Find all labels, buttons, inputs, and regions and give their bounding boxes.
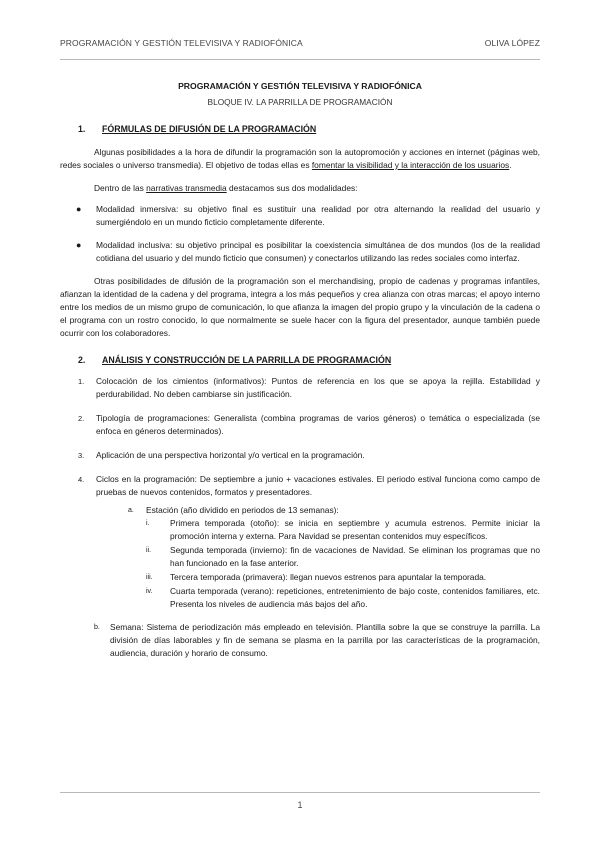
construction-steps-list bbox=[60, 375, 540, 660]
sub-item-text: Semana: Sistema de periodización más empleado en televisión. Plantilla sobre la que se construye la parrilla. La división de días laborables y fin de semana se plasma en la parrilla por las características de la programación, audiencia, duración y horario de consumo. bbox=[110, 622, 540, 658]
section-1-paragraph-3: Otras posibilidades de difusión de la programación son el merchandising, propio de cadenas y programas infantiles, afianzan la identidad de la cadena y del programa, integra a los más pequeños y crea alianza con otras marcas; el apoyo interno entre los medios de un mismo grupo de comunicación, lo que afianza la imagen del propio grupo y la vinculación de la cadena o el programa con un rostro conocido, lo que normalmente se suele hacer con la figura del presentador, aunque también puede ocurrir con los colaboradores. bbox=[60, 276, 540, 338]
sub-item-text: Estación (año dividido en periodos de 13 semanas): bbox=[146, 505, 339, 515]
section-1-title: FÓRMULAS DE DIFUSIÓN DE LA PROGRAMACIÓN bbox=[102, 124, 317, 134]
bullet-icon: ● bbox=[76, 204, 82, 214]
list-item bbox=[60, 375, 540, 401]
paragraph-text: Dentro de las bbox=[94, 183, 147, 193]
document-subtitle: BLOQUE IV. LA PARRILLA DE PROGRAMACIÓN bbox=[207, 97, 393, 107]
list-item-text: Segunda temporada (invierno): fin de vacaciones de Navidad. Se eliminan los programas que no han funcionado en la fase anterior. bbox=[170, 545, 540, 568]
modalities-list bbox=[60, 203, 540, 265]
paragraph-text: Algunas posibilidades a la hora de difundir la programación son la autopromoción y acciones en internet (páginas web, redes sociales o universo transmedia). El objetivo de todas ellas es bbox=[60, 147, 540, 170]
roman-numeral: i. bbox=[146, 520, 150, 527]
item-number: 1. bbox=[78, 377, 85, 386]
header-divider bbox=[60, 59, 540, 60]
list-item bbox=[60, 239, 540, 265]
list-item-text: Cuarta temporada (verano): repeticiones, entretenimiento de bajo coste, contenidos familiares, etc. Presenta los niveles de audiencia más bajos del año. bbox=[170, 586, 540, 609]
section-2-title: ANÁLISIS Y CONSTRUCCIÓN DE LA PARRILLA DE PROGRAMACIÓN bbox=[102, 355, 392, 365]
list-item bbox=[60, 203, 540, 229]
document-title: PROGRAMACIÓN Y GESTIÓN TELEVISIVA Y RADIOFÓNICA bbox=[178, 81, 422, 91]
list-item-text: Aplicación de una perspectiva horizontal y/o vertical en la programación. bbox=[96, 450, 365, 460]
underlined-phrase: fomentar la visibilidad y la interacción de los usuarios bbox=[311, 160, 510, 170]
list-item bbox=[60, 585, 540, 611]
section-2-heading bbox=[60, 354, 540, 367]
sub-item-letter: b. bbox=[94, 624, 100, 631]
running-header bbox=[60, 38, 540, 60]
roman-numeral: ii. bbox=[146, 547, 152, 554]
paragraph-text: destacamos sus dos modalidades: bbox=[226, 183, 358, 193]
header-author: OLIVA LÓPEZ bbox=[484, 38, 540, 48]
section-2-number: 2. bbox=[78, 355, 86, 365]
item-number: 2. bbox=[78, 414, 85, 423]
list-item-text: Modalidad inclusiva: su objetivo principal es posibilitar la coexistencia simultánea de dos mundos (los de la realidad cotidiana del usuario y del mundo ficticio que consumen) y conectarlos utilizando las redes sociales como interfaz. bbox=[96, 240, 540, 263]
list-item-text: Tercera temporada (primavera): llegan nuevos estrenos para apuntalar la temporada. bbox=[170, 572, 487, 582]
section-1-heading bbox=[60, 123, 540, 136]
list-item bbox=[60, 473, 540, 660]
roman-numeral: iii. bbox=[146, 574, 153, 581]
seasons-list bbox=[60, 517, 540, 611]
list-item bbox=[60, 412, 540, 438]
underlined-phrase: narrativas transmedia bbox=[146, 183, 227, 193]
item-number: 4. bbox=[78, 475, 85, 484]
sub-item-season bbox=[60, 504, 540, 517]
list-item-text: Primera temporada (otoño): se inicia en septiembre y acumula estrenos. Permite iniciar la promoción interna y externa. Para Navidad se presentan contenidos muy específicos. bbox=[170, 518, 540, 541]
list-item-text: Colocación de los cimientos (informativos): Puntos de referencia en los que se apoya la rejilla. Estabilidad y perdurabilidad. No deben cambiarse sin justificación. bbox=[96, 376, 540, 399]
header-course-title: PROGRAMACIÓN Y GESTIÓN TELEVISIVA Y RADIOFÓNICA bbox=[60, 38, 303, 48]
list-item bbox=[60, 449, 540, 462]
list-item bbox=[60, 571, 540, 584]
page-number: 1 bbox=[297, 800, 303, 810]
sub-item-letter: a. bbox=[128, 507, 134, 514]
paragraph-text: . bbox=[509, 160, 512, 170]
list-item bbox=[60, 517, 540, 543]
bullet-icon: ● bbox=[76, 240, 82, 250]
section-1-paragraph-2 bbox=[60, 182, 540, 195]
list-item-text: Modalidad inmersiva: su objetivo final es sustituir una realidad por otra alternando la realidad del usuario y sumergiéndolo en un mundo ficticio completamente diferente. bbox=[96, 204, 540, 227]
sub-item-week bbox=[60, 621, 540, 660]
list-item-text: Tipología de programaciones: Generalista (combina programas de varios géneros) o temática o especializada (se enfoca en géneros determinados). bbox=[96, 413, 540, 436]
section-1-paragraph-1 bbox=[60, 146, 540, 172]
section-1-number: 1. bbox=[78, 124, 86, 134]
list-item-text: Ciclos en la programación: De septiembre a junio + vacaciones estivales. El periodo estival funciona como campo de pruebas de nuevos contenidos, formatos y presentadores. bbox=[96, 474, 540, 497]
list-item bbox=[60, 544, 540, 570]
footer-divider bbox=[60, 792, 540, 793]
page-content bbox=[60, 80, 540, 671]
roman-numeral: iv. bbox=[146, 588, 153, 595]
item-number: 3. bbox=[78, 451, 85, 460]
